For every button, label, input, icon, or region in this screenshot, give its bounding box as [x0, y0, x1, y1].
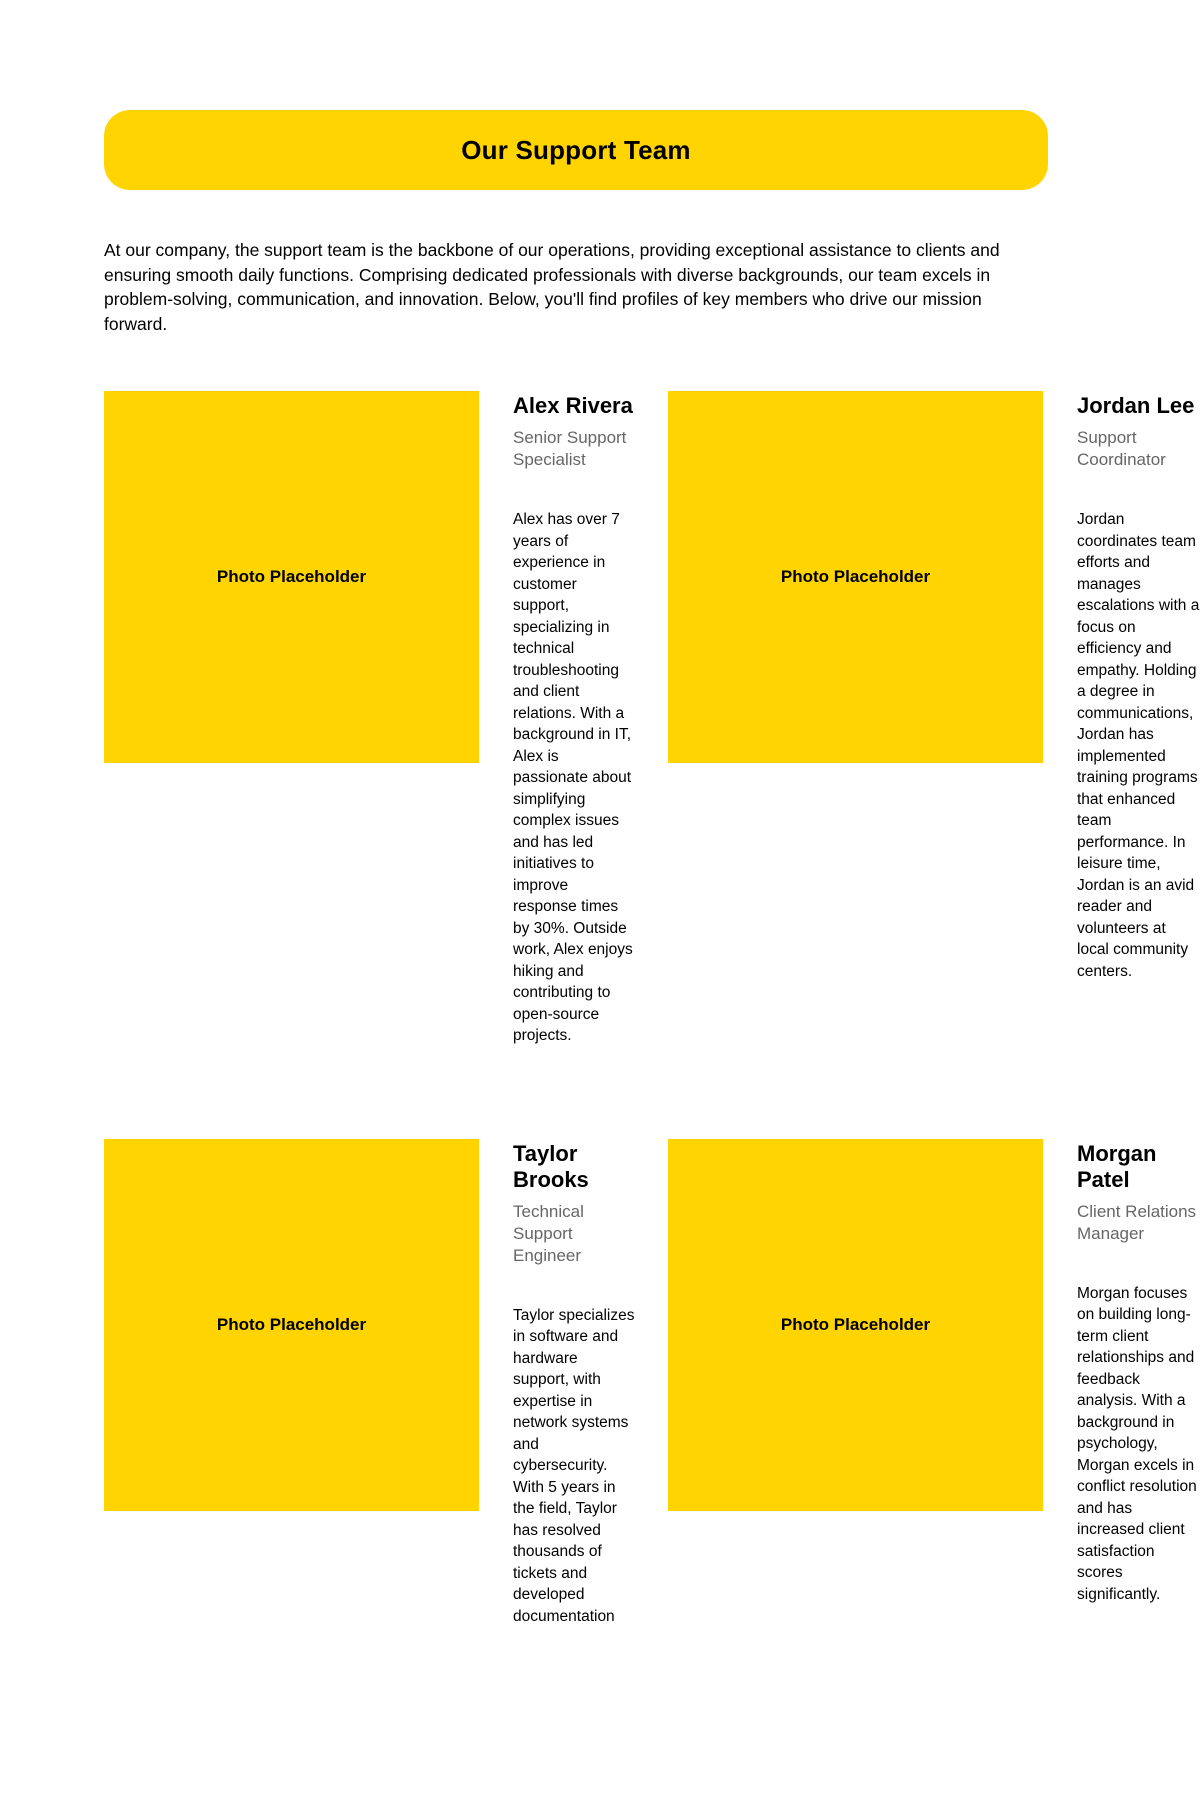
- team-profile-taylor-brooks: [104, 1139, 636, 1628]
- photo-placeholder: [104, 1139, 479, 1511]
- team-page: [0, 110, 1200, 1627]
- profile-info: [513, 391, 636, 1047]
- member-role: Support Coordinator: [1077, 428, 1166, 469]
- member-role: Senior Support Specialist: [513, 428, 627, 469]
- photo-placeholder-label: Photo Placeholder: [216, 567, 367, 586]
- team-profile-morgan-patel: [668, 1139, 1200, 1628]
- member-name: Taylor Brooks: [513, 1140, 589, 1192]
- photo-placeholder: [668, 391, 1043, 763]
- member-name: Morgan Patel: [1077, 1140, 1157, 1192]
- photo-placeholder-label: Photo Placeholder: [780, 1314, 931, 1334]
- profile-info: [513, 1139, 636, 1628]
- photo-placeholder: [668, 1139, 1043, 1511]
- page-title-banner: [104, 110, 1048, 190]
- profile-info: [1077, 391, 1200, 982]
- page-title: Our Support Team: [461, 134, 691, 165]
- photo-placeholder-label: Photo Placeholder: [780, 567, 931, 586]
- member-role: Client Relations Manager: [1077, 1201, 1197, 1243]
- member-bio: Morgan focuses on building long-term client relationships and feedback analysis. With a background in psychology, Morgan excels in conflict resolution and has increased client satisfaction scores significantly.: [1077, 1284, 1197, 1603]
- team-grid: [104, 391, 1200, 1627]
- photo-placeholder: [104, 391, 479, 763]
- intro-paragraph: At our company, the support team is the backbone of our operations, providing exceptional assistance to clients and ensuring smooth daily functions. Comprising dedicated professionals with diverse backgrounds, our team excels in problem-solving, communication, and innovation. Below, you'll find profiles of key members who drive our mission forward.: [104, 240, 1000, 334]
- member-bio: Taylor specializes in software and hardware support, with expertise in network systems and cybersecurity. With 5 years in the field, Taylor has resolved thousands of tickets and developed documentation: [513, 1306, 635, 1625]
- photo-placeholder-label: Photo Placeholder: [216, 1314, 367, 1334]
- member-bio: Jordan coordinates team efforts and manages escalations with a focus on efficiency and empathy. Holding a degree in communications, Jordan has implemented training programs that enhanced team performance. In leisure time, Jordan is an avid reader and volunteers at local community centers.: [1077, 511, 1200, 980]
- profile-info: [1077, 1139, 1200, 1606]
- member-role: Technical Support Engineer: [513, 1201, 584, 1265]
- team-profile-jordan-lee: [668, 391, 1200, 1047]
- team-profile-alex-rivera: [104, 391, 636, 1047]
- member-name: Jordan Lee: [1077, 393, 1195, 418]
- member-bio: Alex has over 7 years of experience in customer support, specializing in technical troubleshooting and client relations. With a background in IT, Alex is passionate about simplifying complex issues and has led initiatives to improve response times by 30%. Outside work, Alex enjoys hiking and contributing to open-source projects.: [513, 511, 633, 1044]
- member-name: Alex Rivera: [513, 393, 633, 418]
